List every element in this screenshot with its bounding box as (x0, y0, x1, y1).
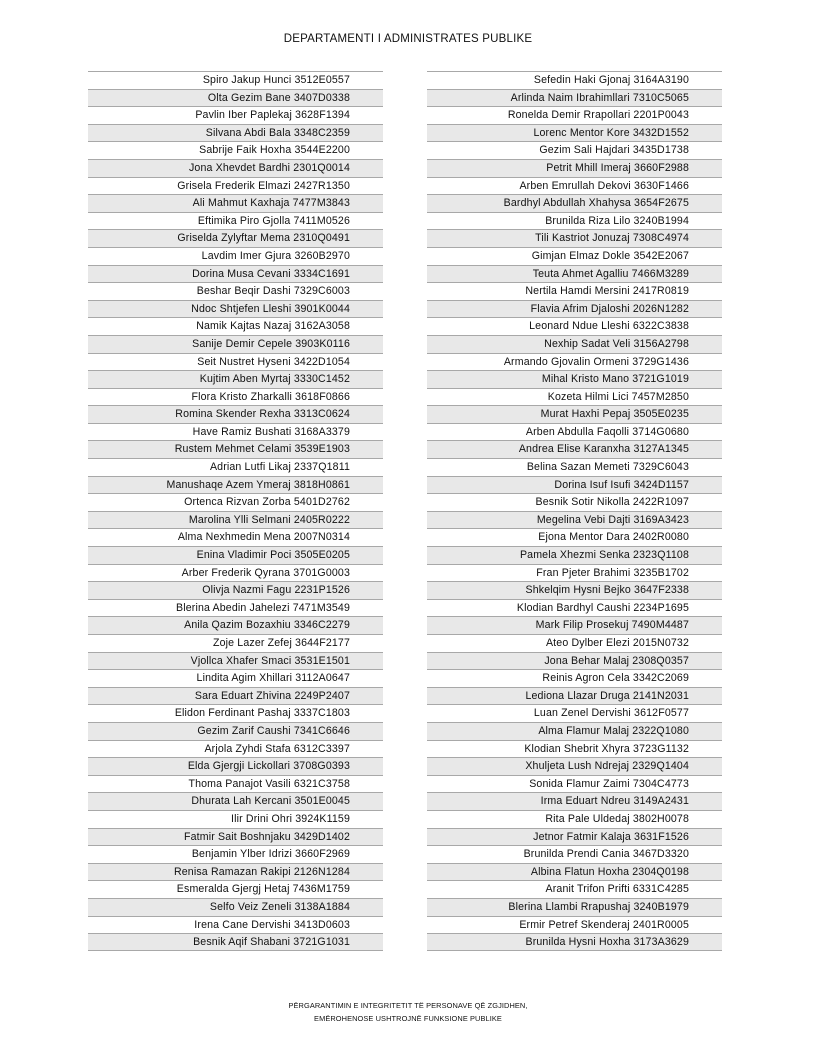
list-item: Brunilda Riza Lilo 3240B1994 (427, 212, 722, 230)
list-item: Murat Haxhi Pepaj 3505E0235 (427, 405, 722, 423)
list-item: Petrit Mhill Imeraj 3660F2988 (427, 159, 722, 177)
list-item: Aranit Trifon Prifti 6331C4285 (427, 880, 722, 898)
list-item: Fatmir Sait Boshnjaku 3429D1402 (88, 828, 383, 846)
list-item: Arber Frederik Qyrana 3701G0003 (88, 564, 383, 582)
list-item: Grisela Frederik Elmazi 2427R1350 (88, 177, 383, 195)
list-item: Enina Vladimir Poci 3505E0205 (88, 546, 383, 564)
list-item: Rustem Mehmet Celami 3539E1903 (88, 440, 383, 458)
list-item: Armando Gjovalin Ormeni 3729G1436 (427, 353, 722, 371)
list-item: Thoma Panajot Vasili 6321C3758 (88, 775, 383, 793)
list-item: Jona Behar Malaj 2308Q0357 (427, 652, 722, 670)
list-item: Pavlin Iber Paplekaj 3628F1394 (88, 106, 383, 124)
list-item: Elidon Ferdinant Pashaj 3337C1803 (88, 704, 383, 722)
list-item: Silvana Abdi Bala 3348C2359 (88, 124, 383, 142)
list-item: Benjamin Ylber Idrizi 3660F2969 (88, 845, 383, 863)
list-item: Arjola Zyhdi Stafa 6312C3397 (88, 740, 383, 758)
list-item: Luan Zenel Dervishi 3612F0577 (427, 704, 722, 722)
list-item: Ali Mahmut Kaxhaja 7477M3843 (88, 194, 383, 212)
list-item: Eftimika Piro Gjolla 7411M0526 (88, 212, 383, 230)
list-item: Sara Eduart Zhivina 2249P2407 (88, 687, 383, 705)
list-item: Lediona Llazar Druga 2141N2031 (427, 687, 722, 705)
list-item: Reinis Agron Cela 3342C2069 (427, 669, 722, 687)
list-item: Nexhip Sadat Veli 3156A2798 (427, 335, 722, 353)
list-item: Xhuljeta Lush Ndrejaj 2329Q1404 (427, 757, 722, 775)
list-item: Megelina Vebi Dajti 3169A3423 (427, 511, 722, 529)
list-item: Dhurata Lah Kercani 3501E0045 (88, 792, 383, 810)
list-item: Belina Sazan Memeti 7329C6043 (427, 458, 722, 476)
list-item: Mark Filip Prosekuj 7490M4487 (427, 616, 722, 634)
list-item: Tili Kastriot Jonuzaj 7308C4974 (427, 229, 722, 247)
page-footer (0, 999, 816, 1025)
list-item: Irena Cane Dervishi 3413D0603 (88, 916, 383, 934)
list-item: Gimjan Elmaz Dokle 3542E2067 (427, 247, 722, 265)
list-item: Mihal Kristo Mano 3721G1019 (427, 370, 722, 388)
list-item: Albina Flatun Hoxha 2304Q0198 (427, 863, 722, 881)
list-item: Leonard Ndue Lleshi 6322C3838 (427, 317, 722, 335)
list-item: Ermir Petref Skenderaj 2401R0005 (427, 916, 722, 934)
list-item: Jetnor Fatmir Kalaja 3631F1526 (427, 828, 722, 846)
list-item: Selfo Veiz Zeneli 3138A1884 (88, 898, 383, 916)
list-item: Vjollca Xhafer Smaci 3531E1501 (88, 652, 383, 670)
list-item: Flavia Afrim Djaloshi 2026N1282 (427, 300, 722, 318)
list-item: Shkelqim Hysni Bejko 3647F2338 (427, 581, 722, 599)
footer-line-1: PËRGARANTIMIN E INTEGRITETIT TË PERSONAVE QË ZGJIDHEN, (288, 1001, 528, 1010)
list-item: Beshar Beqir Dashi 7329C6003 (88, 282, 383, 300)
list-item: Blerina Abedin Jahelezi 7471M3549 (88, 599, 383, 617)
list-item: Gezim Sali Hajdari 3435D1738 (427, 141, 722, 159)
list-item: Kozeta Hilmi Lici 7457M2850 (427, 388, 722, 406)
list-item: Olivja Nazmi Fagu 2231P1526 (88, 581, 383, 599)
list-item: Zoje Lazer Zefej 3644F2177 (88, 634, 383, 652)
list-item: Besnik Sotir Nikolla 2422R1097 (427, 493, 722, 511)
list-item: Gezim Zarif Caushi 7341C6646 (88, 722, 383, 740)
list-item: Sonida Flamur Zaimi 7304C4773 (427, 775, 722, 793)
list-item: Brunilda Hysni Hoxha 3173A3629 (427, 933, 722, 951)
list-item: Arlinda Naim Ibrahimllari 7310C5065 (427, 89, 722, 107)
list-item: Have Ramiz Bushati 3168A3379 (88, 423, 383, 441)
list-item: Arben Abdulla Faqolli 3714G0680 (427, 423, 722, 441)
list-item: Klodian Bardhyl Caushi 2234P1695 (427, 599, 722, 617)
footer-line-2: EMËROHENOSE USHTROJNË FUNKSIONE PUBLIKE (314, 1014, 502, 1023)
list-item: Jona Xhevdet Bardhi 2301Q0014 (88, 159, 383, 177)
list-item: Sefedin Haki Gjonaj 3164A3190 (427, 71, 722, 89)
list-item: Ortenca Rizvan Zorba 5401D2762 (88, 493, 383, 511)
list-item: Ilir Drini Ohri 3924K1159 (88, 810, 383, 828)
list-item: Olta Gezim Bane 3407D0338 (88, 89, 383, 107)
list-item: Lindita Agim Xhillari 3112A0647 (88, 669, 383, 687)
list-item: Esmeralda Gjergj Hetaj 7436M1759 (88, 880, 383, 898)
list-item: Sabrije Faik Hoxha 3544E2200 (88, 141, 383, 159)
list-item: Ejona Mentor Dara 2402R0080 (427, 528, 722, 546)
list-item: Lorenc Mentor Kore 3432D1552 (427, 124, 722, 142)
list-item: Nertila Hamdi Mersini 2417R0819 (427, 282, 722, 300)
list-item: Alma Flamur Malaj 2322Q1080 (427, 722, 722, 740)
list-item: Adrian Lutfi Likaj 2337Q1811 (88, 458, 383, 476)
list-item: Blerina Llambi Rrapushaj 3240B1979 (427, 898, 722, 916)
list-item: Dorina Musa Cevani 3334C1691 (88, 265, 383, 283)
list-item: Renisa Ramazan Rakipi 2126N1284 (88, 863, 383, 881)
list-item: Rita Pale Uldedaj 3802H0078 (427, 810, 722, 828)
list-item: Griselda Zylyftar Mema 2310Q0491 (88, 229, 383, 247)
list-item: Spiro Jakup Hunci 3512E0557 (88, 71, 383, 89)
list-item: Marolina Ylli Selmani 2405R0222 (88, 511, 383, 529)
list-item: Flora Kristo Zharkalli 3618F0866 (88, 388, 383, 406)
list-item: Arben Emrullah Dekovi 3630F1466 (427, 177, 722, 195)
list-item: Sanije Demir Cepele 3903K0116 (88, 335, 383, 353)
list-item: Pamela Xhezmi Senka 2323Q1108 (427, 546, 722, 564)
list-item: Ndoc Shtjefen Lleshi 3901K0044 (88, 300, 383, 318)
list-item: Kujtim Aben Myrtaj 3330C1452 (88, 370, 383, 388)
list-item: Andrea Elise Karanxha 3127A1345 (427, 440, 722, 458)
names-column-left (88, 71, 383, 951)
list-item: Elda Gjergji Lickollari 3708G0393 (88, 757, 383, 775)
page-title: DEPARTAMENTI I ADMINISTRATES PUBLIKE (283, 33, 533, 45)
list-item: Namik Kajtas Nazaj 3162A3058 (88, 317, 383, 335)
list-item: Brunilda Prendi Cania 3467D3320 (427, 845, 722, 863)
list-item: Manushaqe Azem Ymeraj 3818H0861 (88, 476, 383, 494)
list-item: Anila Qazim Bozaxhiu 3346C2279 (88, 616, 383, 634)
list-item: Seit Nustret Hyseni 3422D1054 (88, 353, 383, 371)
list-item: Ronelda Demir Rrapollari 2201P0043 (427, 106, 722, 124)
list-item: Besnik Aqif Shabani 3721G1031 (88, 933, 383, 951)
list-item: Irma Eduart Ndreu 3149A2431 (427, 792, 722, 810)
list-item: Romina Skender Rexha 3313C0624 (88, 405, 383, 423)
list-item: Klodian Shebrit Xhyra 3723G1132 (427, 740, 722, 758)
list-item: Lavdim Imer Gjura 3260B2970 (88, 247, 383, 265)
list-item: Ateo Dylber Elezi 2015N0732 (427, 634, 722, 652)
list-item: Fran Pjeter Brahimi 3235B1702 (427, 564, 722, 582)
list-item: Teuta Ahmet Agalliu 7466M3289 (427, 265, 722, 283)
names-column-right (427, 71, 722, 951)
list-item: Bardhyl Abdullah Xhahysa 3654F2675 (427, 194, 722, 212)
list-item: Alma Nexhmedin Mena 2007N0314 (88, 528, 383, 546)
list-item: Dorina Isuf Isufi 3424D1157 (427, 476, 722, 494)
